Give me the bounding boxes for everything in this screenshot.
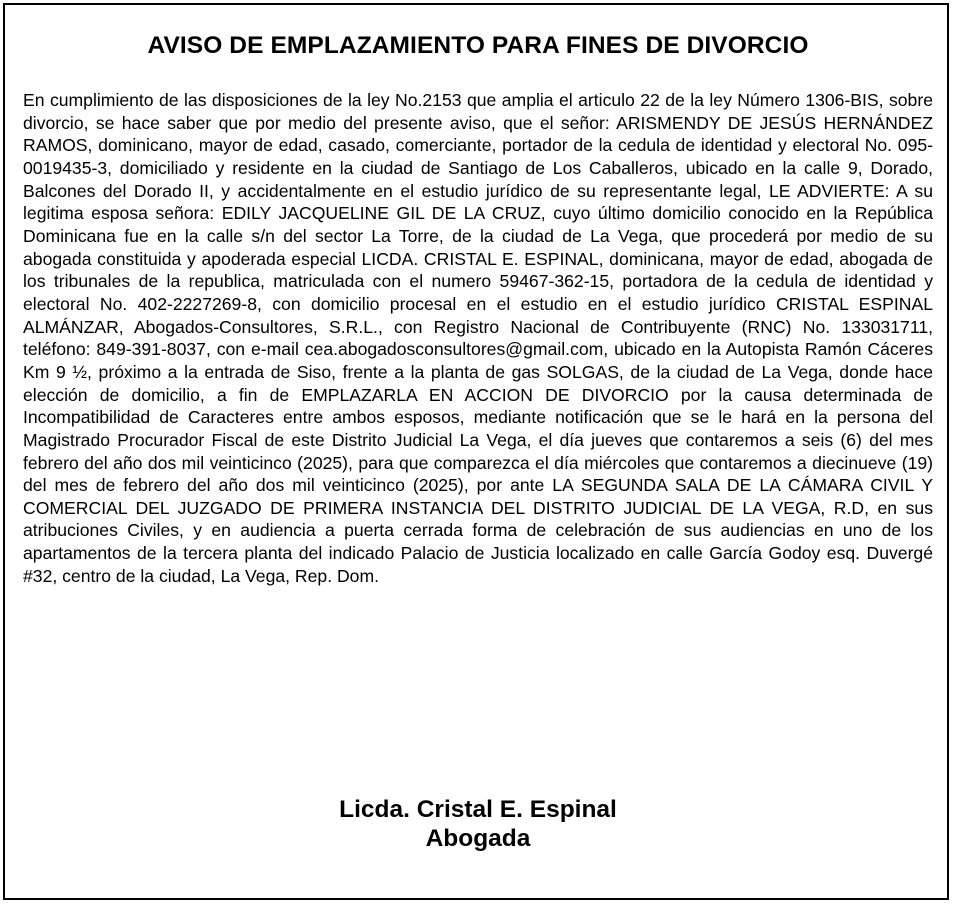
signature-role: Abogada [425, 825, 531, 852]
signature-block [5, 795, 951, 853]
notice-frame [3, 3, 949, 900]
notice-title: AVISO DE EMPLAZAMIENTO PARA FINES DE DIVORCIO [147, 32, 809, 59]
notice-body: En cumplimiento de las disposiciones de la ley No.2153 que amplia el articulo 22 de la ley Número 1306-BIS, sobre divorcio, se hace saber que por medio del presente aviso, que el señor: ARISMENDY DE JESÚS HERNÁNDEZ RAMOS, dominicano, mayor de edad, casado, comerciante, portador de la cedula de identidad y electoral No. 095-0019435-3, domiciliado y residente en la ciudad de Santiago de Los Caballeros, ubicado en la calle 9, Dorado, Balcones del Dorado II, y accidentalmente en el estudio jurídico de su representante legal, LE ADVIERTE: A su legitima esposa señora: EDILY JACQUELINE GIL DE LA CRUZ, cuyo último domicilio conocido en la República Dominicana fue en la calle s/n del sector La Torre, de la ciudad de La Vega, que procederá por medio de su abogada constituida y apoderada especial LICDA. CRISTAL E. ESPINAL, dominicana, mayor de edad, abogada de los tribunales de la republica, matriculada con el numero 59467-362-15, portadora de la cedula de identidad y electoral No. 402-2227269-8, con domicilio procesal en el estudio en el estudio jurídico CRISTAL ESPINAL ALMÁNZAR, Abogados-Consultores, S.R.L., con Registro Nacional de Contribuyente (RNC) No. 133031711, teléfono: 849-391-8037, con e-mail cea.abogadosconsultores@gmail.com, ubicado en la Autopista Ramón Cáceres Km 9 ½, próximo a la entrada de Siso, frente a la planta de gas SOLGAS, de la ciudad de La Vega, donde hace elección de domicilio, a fin de EMPLAZARLA EN ACCION DE DIVORCIO por la causa determinada de Incompatibilidad de Caracteres entre ambos esposos, mediante notificación que se le hará en la persona del Magistrado Procurador Fiscal de este Distrito Judicial La Vega, el día jueves que contaremos a seis (6) del mes febrero del año dos mil veinticinco (2025), para que comparezca el día miércoles que contaremos a diecinueve (19) del mes de febrero del año dos mil veinticinco (2025), por ante LA SEGUNDA SALA DE LA CÁMARA CIVIL Y COMERCIAL DEL JUZGADO DE PRIMERA INSTANCIA DEL DISTRITO JUDICIAL DE LA VEGA, R.D, en sus atribuciones Civiles, y en audiencia a puerta cerrada forma de celebración de sus audiencias en uno de los apartamentos de la tercera planta del indicado Palacio de Justicia localizado en calle García Godoy esq. Duvergé #32, centro de la ciudad, La Vega, Rep. Dom. [23, 90, 933, 586]
signature-name: Licda. Cristal E. Espinal [339, 796, 617, 823]
